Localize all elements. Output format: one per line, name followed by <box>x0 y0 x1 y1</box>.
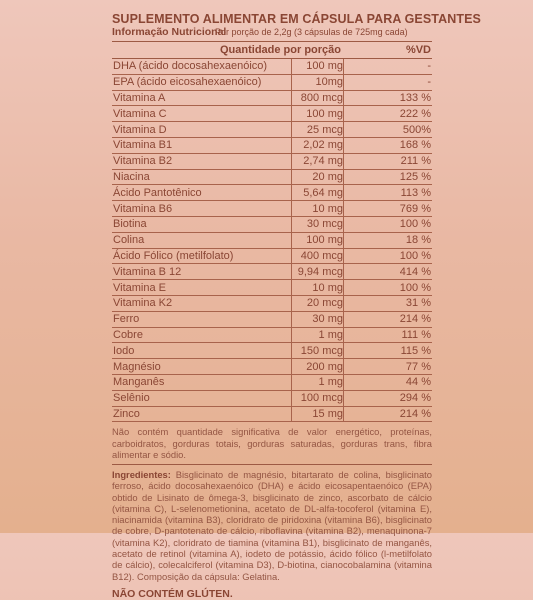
product-title: SUPLEMENTO ALIMENTAR EM CÁPSULA PARA GESTANTES <box>112 12 481 26</box>
nutrient-name: Iodo <box>113 344 135 357</box>
nutrient-name: Vitamina B1 <box>113 139 173 152</box>
nutrient-quantity: 10 mg <box>312 281 343 294</box>
nutrient-vd: 100 % <box>399 218 431 231</box>
nutrient-name: Biotina <box>113 218 147 231</box>
nutrient-name: Ácido Fólico (metilfolato) <box>113 249 234 262</box>
gluten-warning: NÃO CONTÉM GLÚTEN. <box>112 587 233 600</box>
nutrient-vd: 414 % <box>399 265 431 278</box>
nutrient-vd: 133 % <box>399 91 431 104</box>
nutrient-vd: 100 % <box>399 249 431 262</box>
nutrient-quantity: 10mg <box>315 76 343 89</box>
nutrient-quantity: 30 mcg <box>306 218 343 231</box>
table-row <box>112 343 432 359</box>
table-row <box>112 249 432 265</box>
table-row <box>112 280 432 296</box>
nutrient-name: Vitamina B2 <box>113 155 173 168</box>
table-row <box>112 154 432 170</box>
nutrient-quantity: 150 mcg <box>300 344 343 357</box>
nutrient-name: EPA (ácido eicosahexaenóico) <box>113 76 262 89</box>
table-row <box>112 264 432 280</box>
nutrient-vd: 100 % <box>399 281 431 294</box>
nutrient-quantity: 30 mg <box>312 313 343 326</box>
nutrient-name: Selênio <box>113 392 150 405</box>
table-row <box>112 407 432 423</box>
nutrient-name: Manganês <box>113 376 165 389</box>
header-vd: %VD <box>405 44 431 56</box>
table-row <box>112 75 432 91</box>
nutrient-quantity: 2,02 mg <box>303 139 343 152</box>
nutrient-quantity: 100 mg <box>306 234 343 247</box>
nutrient-quantity: 9,94 mcg <box>297 265 343 278</box>
table-row <box>112 217 432 233</box>
table-row <box>112 296 432 312</box>
nutrient-quantity: 20 mg <box>312 170 343 183</box>
nutrient-vd: 31 % <box>405 297 431 310</box>
table-header <box>112 42 432 59</box>
nutrient-name: Niacina <box>113 170 150 183</box>
nutrient-quantity: 100 mcg <box>300 392 343 405</box>
nutrient-vd: 44 % <box>405 376 431 389</box>
label-subheader <box>112 26 432 39</box>
nutrient-vd: 115 % <box>400 344 431 357</box>
nutrient-name: Vitamina A <box>113 91 166 104</box>
nutrient-name: Vitamina C <box>113 107 167 120</box>
nutrient-vd: 214 % <box>399 407 431 420</box>
nutrient-vd: - <box>427 60 431 73</box>
nutrient-quantity: 5,64 mg <box>303 186 343 199</box>
nutrient-vd: 294 % <box>399 392 431 405</box>
nutrient-quantity: 100 mg <box>306 107 343 120</box>
nutrient-name: DHA (ácido docosahexaenóico) <box>113 60 268 73</box>
nutrient-vd: 214 % <box>399 313 431 326</box>
nutrient-name: Colina <box>113 234 145 247</box>
nutrition-label <box>112 12 481 600</box>
nutrient-vd: 18 % <box>405 234 431 247</box>
header-quantity: Quantidade por porção <box>219 44 341 56</box>
nutrition-info-label: Informação Nutricional <box>112 26 227 38</box>
nutrient-quantity: 20 mcg <box>306 297 343 310</box>
nutrient-quantity: 1 mg <box>318 376 343 389</box>
nutrient-quantity: 100 mg <box>306 60 343 73</box>
nutrient-name: Vitamina B 12 <box>113 265 182 278</box>
ingredients-label: Ingredientes: <box>112 468 171 480</box>
nutrient-quantity: 800 mcg <box>300 91 343 104</box>
table-row <box>112 106 432 122</box>
table-row <box>112 391 432 407</box>
nutrient-vd: 125 % <box>399 170 431 183</box>
nutrient-quantity: 2,74 mg <box>303 155 343 168</box>
nutrient-vd: 222 % <box>399 107 431 120</box>
table-row <box>112 375 432 391</box>
table-row <box>112 201 432 217</box>
nutrient-name: Ácido Pantotênico <box>113 186 202 199</box>
nutrient-name: Magnésio <box>113 360 161 373</box>
ingredients-block <box>112 469 432 582</box>
nutrient-vd: - <box>427 76 431 89</box>
nutrient-name: Ferro <box>113 313 140 326</box>
nutrient-table <box>112 59 432 422</box>
footnote: Não contém quantidade significativa de valor energético, proteínas, carboidratos, gorduras totais, gorduras saturadas, gorduras trans, fibra alimentar e sódio. <box>112 426 432 460</box>
nutrient-quantity: 25 mcg <box>306 123 343 136</box>
table-row <box>112 59 432 75</box>
nutrient-name: Cobre <box>113 328 143 341</box>
nutrient-quantity: 400 mcg <box>300 249 343 262</box>
nutrient-name: Zinco <box>113 407 140 420</box>
table-row <box>112 233 432 249</box>
table-row <box>112 185 432 201</box>
table-row <box>112 312 432 328</box>
nutrient-name: Vitamina D <box>113 123 167 136</box>
nutrient-vd: 168 % <box>399 139 431 152</box>
table-row <box>112 328 432 344</box>
nutrient-vd: 113 % <box>400 186 431 199</box>
table-row <box>112 122 432 138</box>
nutrient-name: Vitamina K2 <box>113 297 173 310</box>
nutrient-vd: 500% <box>402 123 431 136</box>
nutrient-quantity: 1 mg <box>318 328 343 341</box>
nutrient-name: Vitamina B6 <box>113 202 173 215</box>
portion-text: Por porção de 2,2g (3 cápsulas de 725mg cada) <box>215 27 408 37</box>
table-row <box>112 91 432 107</box>
nutrient-vd: 77 % <box>405 360 431 373</box>
mid-rule <box>112 464 432 465</box>
nutrient-vd: 211 % <box>400 155 431 168</box>
nutrient-vd: 111 % <box>401 328 431 341</box>
nutrient-quantity: 15 mg <box>312 407 343 420</box>
nutrient-name: Vitamina E <box>113 281 166 294</box>
nutrient-vd: 769 % <box>399 202 431 215</box>
table-row <box>112 359 432 375</box>
ingredients-text: Bisglicinato de magnésio, bitartarato de colina, bisglicinato ferroso, ácido docosahexaenóico (DHA) e ácido eicosapentaenóico (EPA) obtido de Lisinato de ômega-3, bisglicinato de zinco, ascorbato de cálcio (vitamina C), L-selenometionina, acetato de DL-alfa-tocoferol (vitamina E), niacinamida (vitamina B3), cloridrato de piridoxina (vitamina B6), bisglicinato de cobre, D-pantotenato de cálcio, riboflavina (vitamina B2), menaquinona-7 (vitamina K2), cloridrato de tiamina (vitamina B1), bisglicinato de manganês, acetato de retinol (vitamina A), iodeto de potássio, ácido fólico (l-metilfolato de cálcio), colecalciferol (vitamina D3), D-biotina, cianocobalamina (vitamina B12). Composição da cápsula: Gelatina. <box>112 468 432 582</box>
nutrient-quantity: 10 mg <box>312 202 343 215</box>
nutrient-quantity: 200 mg <box>306 360 343 373</box>
table-row <box>112 138 432 154</box>
table-row <box>112 170 432 186</box>
